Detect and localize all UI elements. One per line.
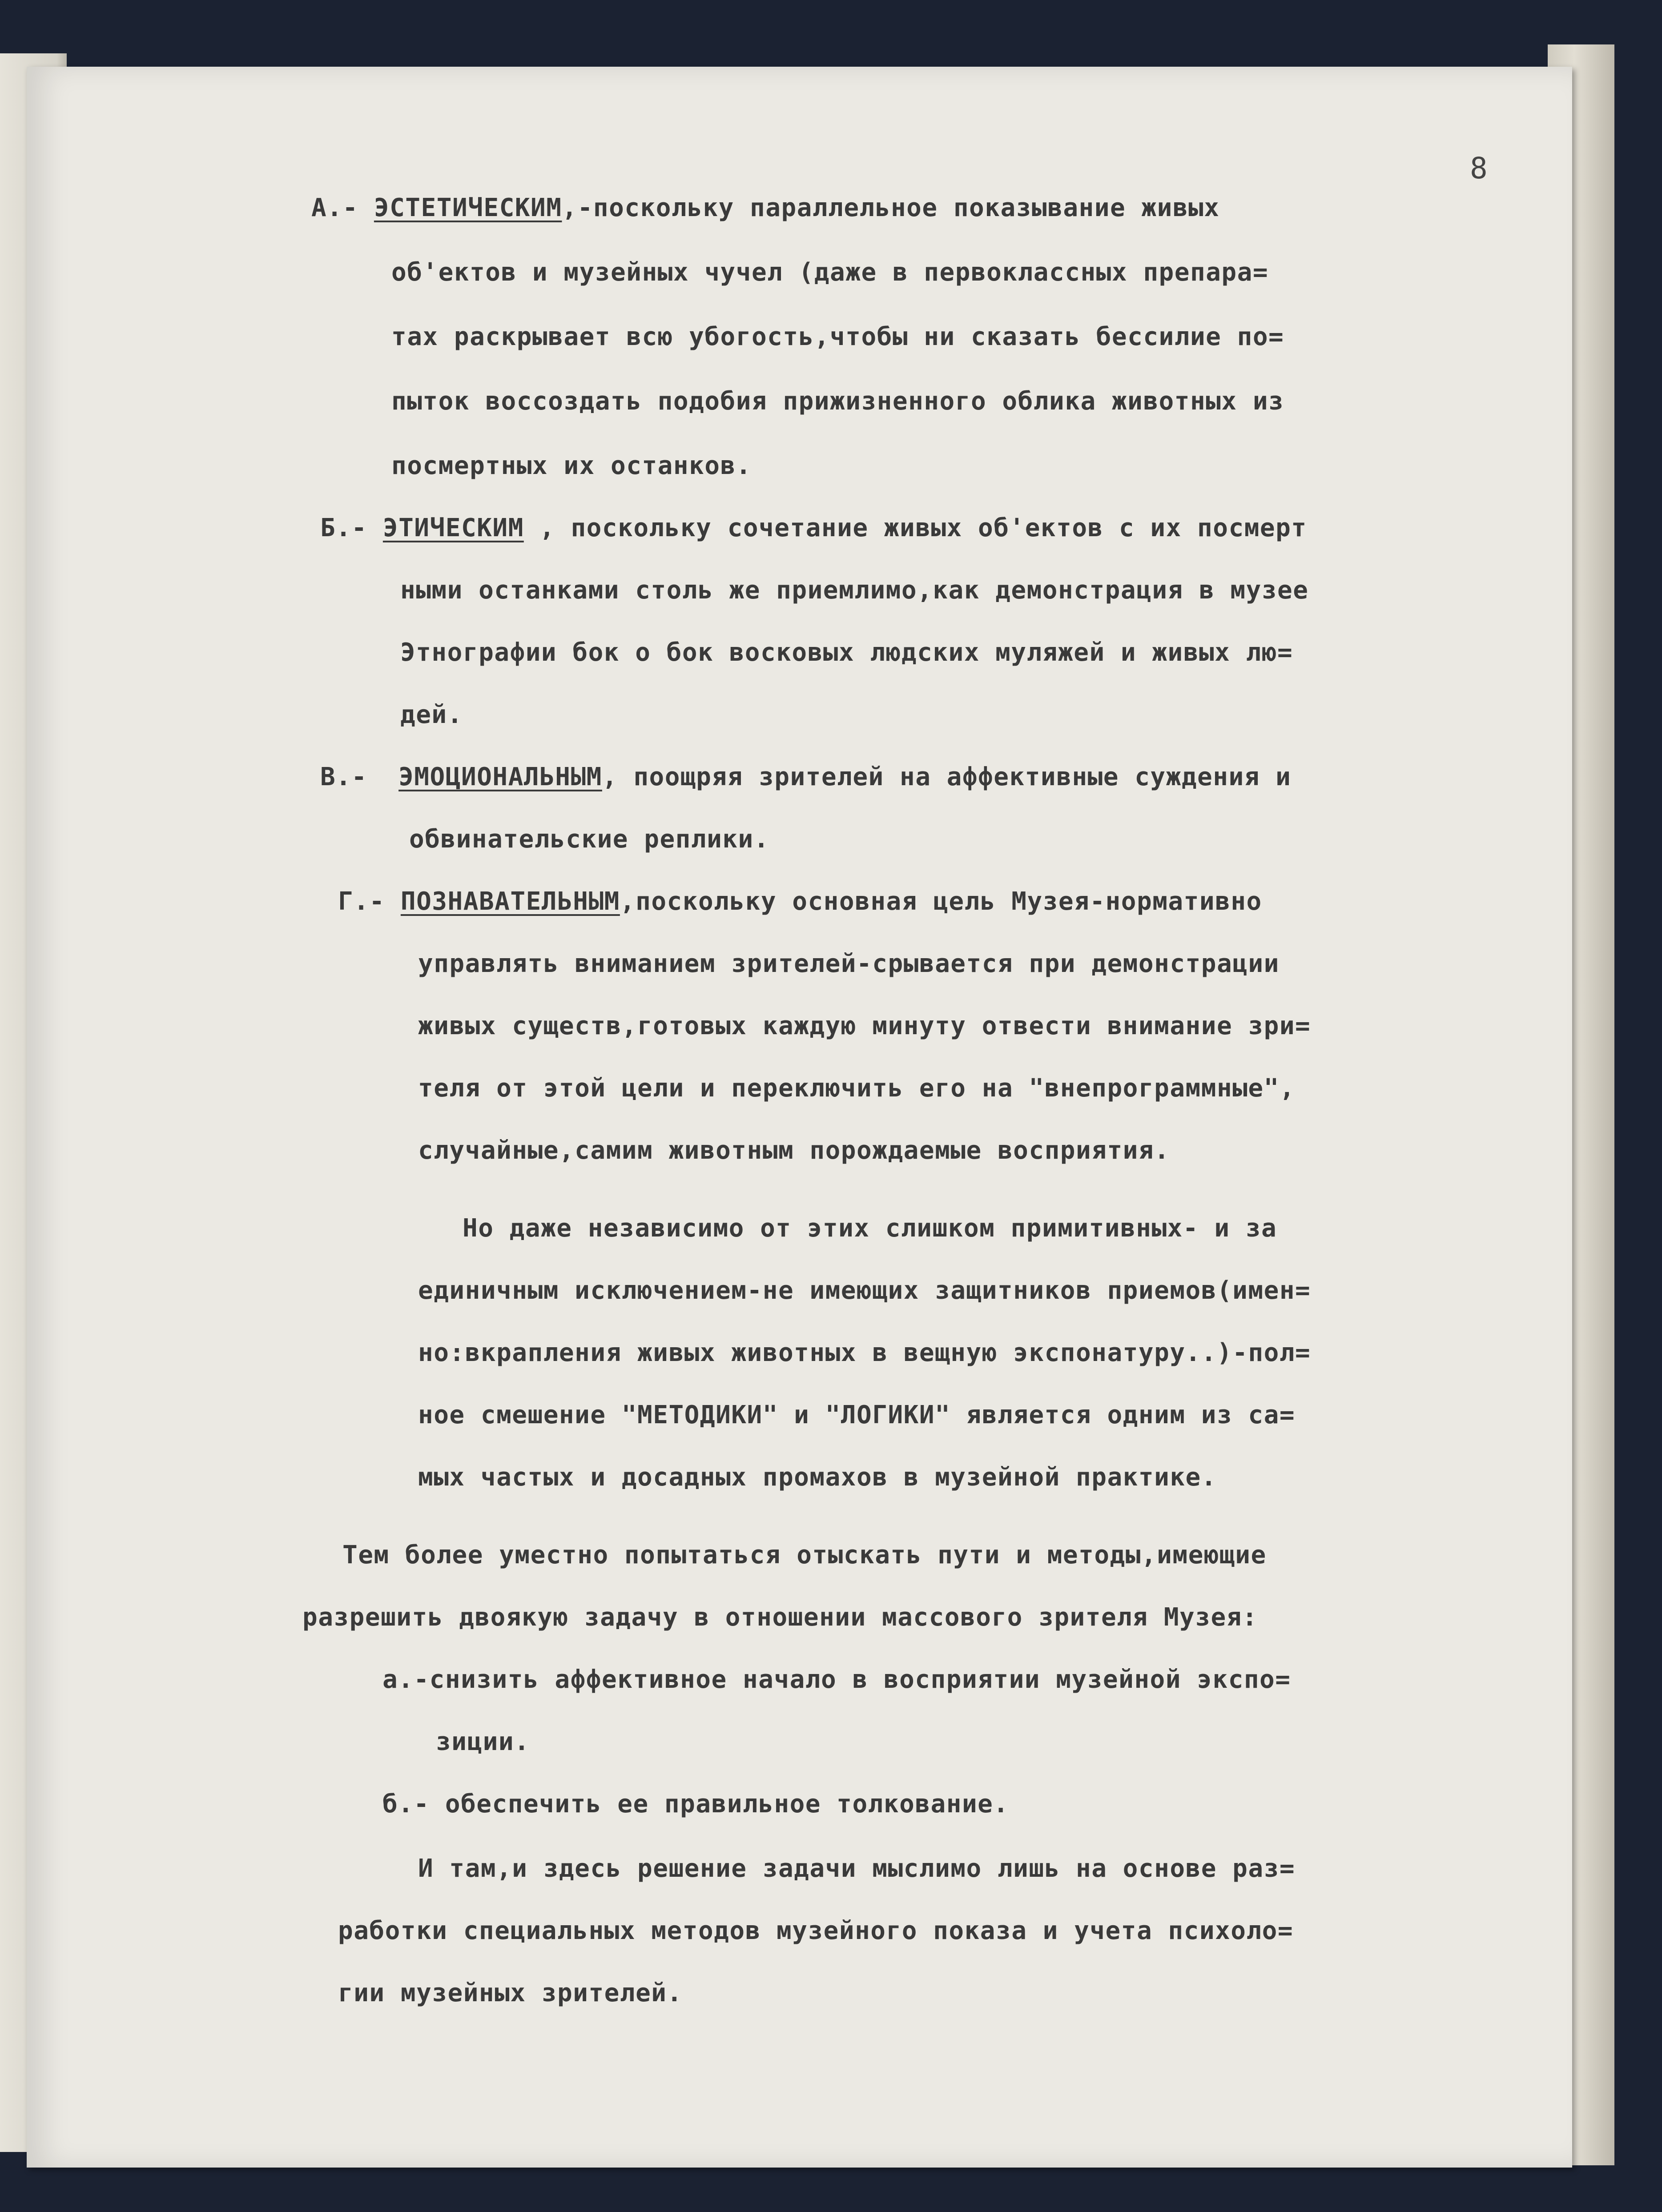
item-v-heading: ЭМОЦИОНАЛЬНЫМ xyxy=(398,763,602,791)
subitem-a-line-2: зиции. xyxy=(436,1727,530,1756)
item-b-label: Б.- xyxy=(320,514,367,542)
item-g-line-2: управлять вниманием зрителей-срывается при демонстрации xyxy=(418,949,1280,978)
item-b-line-4: дей. xyxy=(400,700,463,729)
page-number: 8 xyxy=(1470,151,1488,185)
paragraph-3-line-2: работки специальных методов музейного показа и учета психоло= xyxy=(338,1916,1294,1945)
paragraph-2-line-2: разрешить двоякую задачу в отношении массового зрителя Музея: xyxy=(302,1603,1258,1632)
item-a-heading: ЭСТЕТИЧЕСКИМ xyxy=(374,193,562,222)
item-a-first-line xyxy=(311,193,1220,222)
subitem-a-line-1: а.-снизить аффективное начало в восприятии музейной экспо= xyxy=(382,1665,1291,1694)
item-a-line-2: об'ектов и музейных чучел (даже в первоклассных препара= xyxy=(391,258,1269,287)
paragraph-1-line-3: но:вкрапления живых животных в вещную экспонатуру..)-пол= xyxy=(418,1338,1311,1367)
item-b-line-2: ными останками столь же приемлимо,как демонстрация в музее xyxy=(400,576,1309,605)
subitem-b-line-1: б.- обеспечить ее правильное толкование. xyxy=(382,1790,1009,1819)
item-a-line-1: ,-поскольку параллельное показывание живых xyxy=(562,193,1220,222)
paragraph-1-line-4: ное смешение "МЕТОДИКИ" и "ЛОГИКИ" является одним из са= xyxy=(418,1401,1296,1429)
item-g-label: Г.- xyxy=(338,887,385,916)
item-v-line-2: обвинательские реплики. xyxy=(409,825,769,854)
typewritten-page xyxy=(27,67,1572,2168)
item-a-line-5: посмертных их останков. xyxy=(391,451,752,480)
paragraph-2-line-1: Тем более уместно попытаться отыскать пути и методы,имеющие xyxy=(342,1541,1267,1570)
item-b-line-3: Этнографии бок о бок восковых людских муляжей и живых лю= xyxy=(400,638,1293,667)
item-b-heading: ЭТИЧЕСКИМ xyxy=(382,514,524,542)
paragraph-1-line-1: Но даже независимо от этих слишком примитивных- и за xyxy=(463,1214,1277,1243)
item-g-line-4: теля от этой цели и переключить его на "внепрограммные", xyxy=(418,1074,1296,1103)
item-a-line-3: тах раскрывает всю убогость,чтобы ни сказать бессилие по= xyxy=(391,322,1284,351)
item-a-line-4: пыток воссоздать подобия прижизненного облика животных из xyxy=(391,387,1284,416)
item-v-line-1: , поощряя зрителей на аффективные суждения и xyxy=(602,763,1292,791)
paragraph-1-line-2: единичным исключением-не имеющих защитников приемов(имен= xyxy=(418,1276,1311,1305)
paragraph-1-line-5: мых частых и досадных промахов в музейной практике. xyxy=(418,1463,1217,1492)
item-g-first-line xyxy=(338,889,1262,914)
paragraph-3-line-3: гии музейных зрителей. xyxy=(338,1979,683,2007)
item-b-line-1: , поскольку сочетание живых об'ектов с их посмерт xyxy=(523,514,1307,542)
item-g-heading: ПОЗНАВАТЕЛЬНЫМ xyxy=(400,887,620,916)
item-g-line-5: случайные,самим животным порождаемые восприятия. xyxy=(418,1136,1170,1165)
item-v-first-line xyxy=(320,765,1291,790)
item-g-line-3: живых существ,готовых каждую минуту отвести внимание зри= xyxy=(418,1012,1311,1040)
item-v-label: В.- xyxy=(320,763,367,791)
item-g-line-1: ,поскольку основная цель Музея-нормативно xyxy=(620,887,1262,916)
paragraph-3-line-1: И там,и здесь решение задачи мыслимо лишь на основе раз= xyxy=(418,1854,1296,1883)
item-a-label: А.- xyxy=(311,193,358,222)
item-b-first-line xyxy=(320,516,1307,541)
